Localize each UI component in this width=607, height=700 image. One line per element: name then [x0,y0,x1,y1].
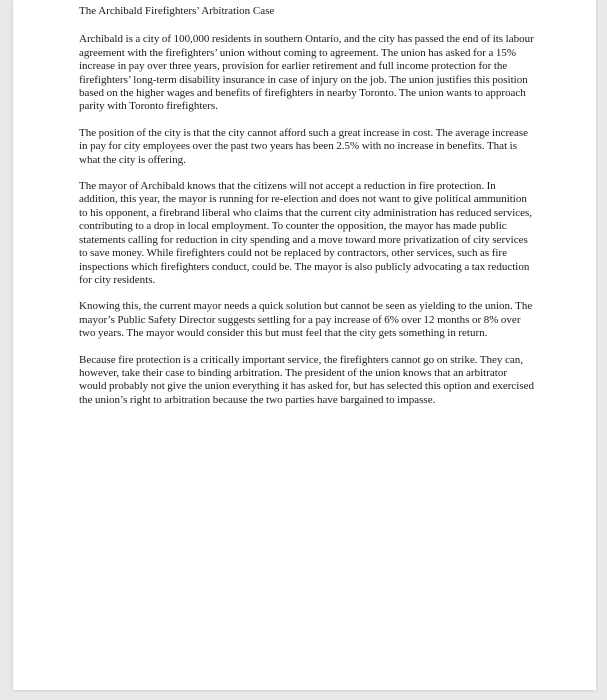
paragraph-mayor-solution: Knowing this, the current mayor needs a quick solution but cannot be seen as yielding to the union. The mayor’s Public Safety Director suggests settling for a pay increase of 6% over 12 months or 8% over two years. The mayor would consider this but must feel that the city gets something in return. [79,300,533,340]
paragraph-city-position: The position of the city is that the city cannot afford such a great increase in cost. The average increase in pay for city employees over the past two years has been 2.5% with no increase in benefits. That is what the city is offering. [79,126,529,166]
document-title: The Archibald Firefighters’ Arbitration Case [79,5,275,17]
document-page [13,0,596,690]
paragraph-mayor-situation: The mayor of Archibald knows that the citizens will not accept a reduction in fire protection. In addition, this year, the mayor is running for re-election and does not want to give political ammunition to his opponent, a firebrand liberal who claims that the current city administration has reduced services, contributing to a drop in local employment. To counter the opposition, the mayor has made public statements calling for reduction in city spending and a move toward more privatization of city services to save money. While firefighters could not be replaced by contractors, other services, such as fire inspections which firefighters conduct, could be. The mayor is also publicly advocating a tax reduction for city residents. [79,180,533,286]
paragraph-city-background: Archibald is a city of 100,000 residents in southern Ontario, and the city has passed the end of its labour agreement with the firefighters’ union without coming to agreement. The union has asked for a 15% increase in pay over three years, provision for earlier retirement and full income protection for the firefighters’ long-term disability insurance in case of injury on the job. The union justifies this position based on the higher wages and benefits of firefighters in nearby Toronto. The union wants to approach parity with Toronto firefighters. [79,33,534,113]
document-body [79,5,537,420]
paragraph-arbitration: Because fire protection is a critically important service, the firefighters cannot go on strike. They can, however, take their case to binding arbitration. The president of the union knows that an arbitrator would probably not give the union everything it has asked for, but has selected this option and exercised the union’s right to arbitration because the two parties have bargained to impasse. [79,353,534,406]
